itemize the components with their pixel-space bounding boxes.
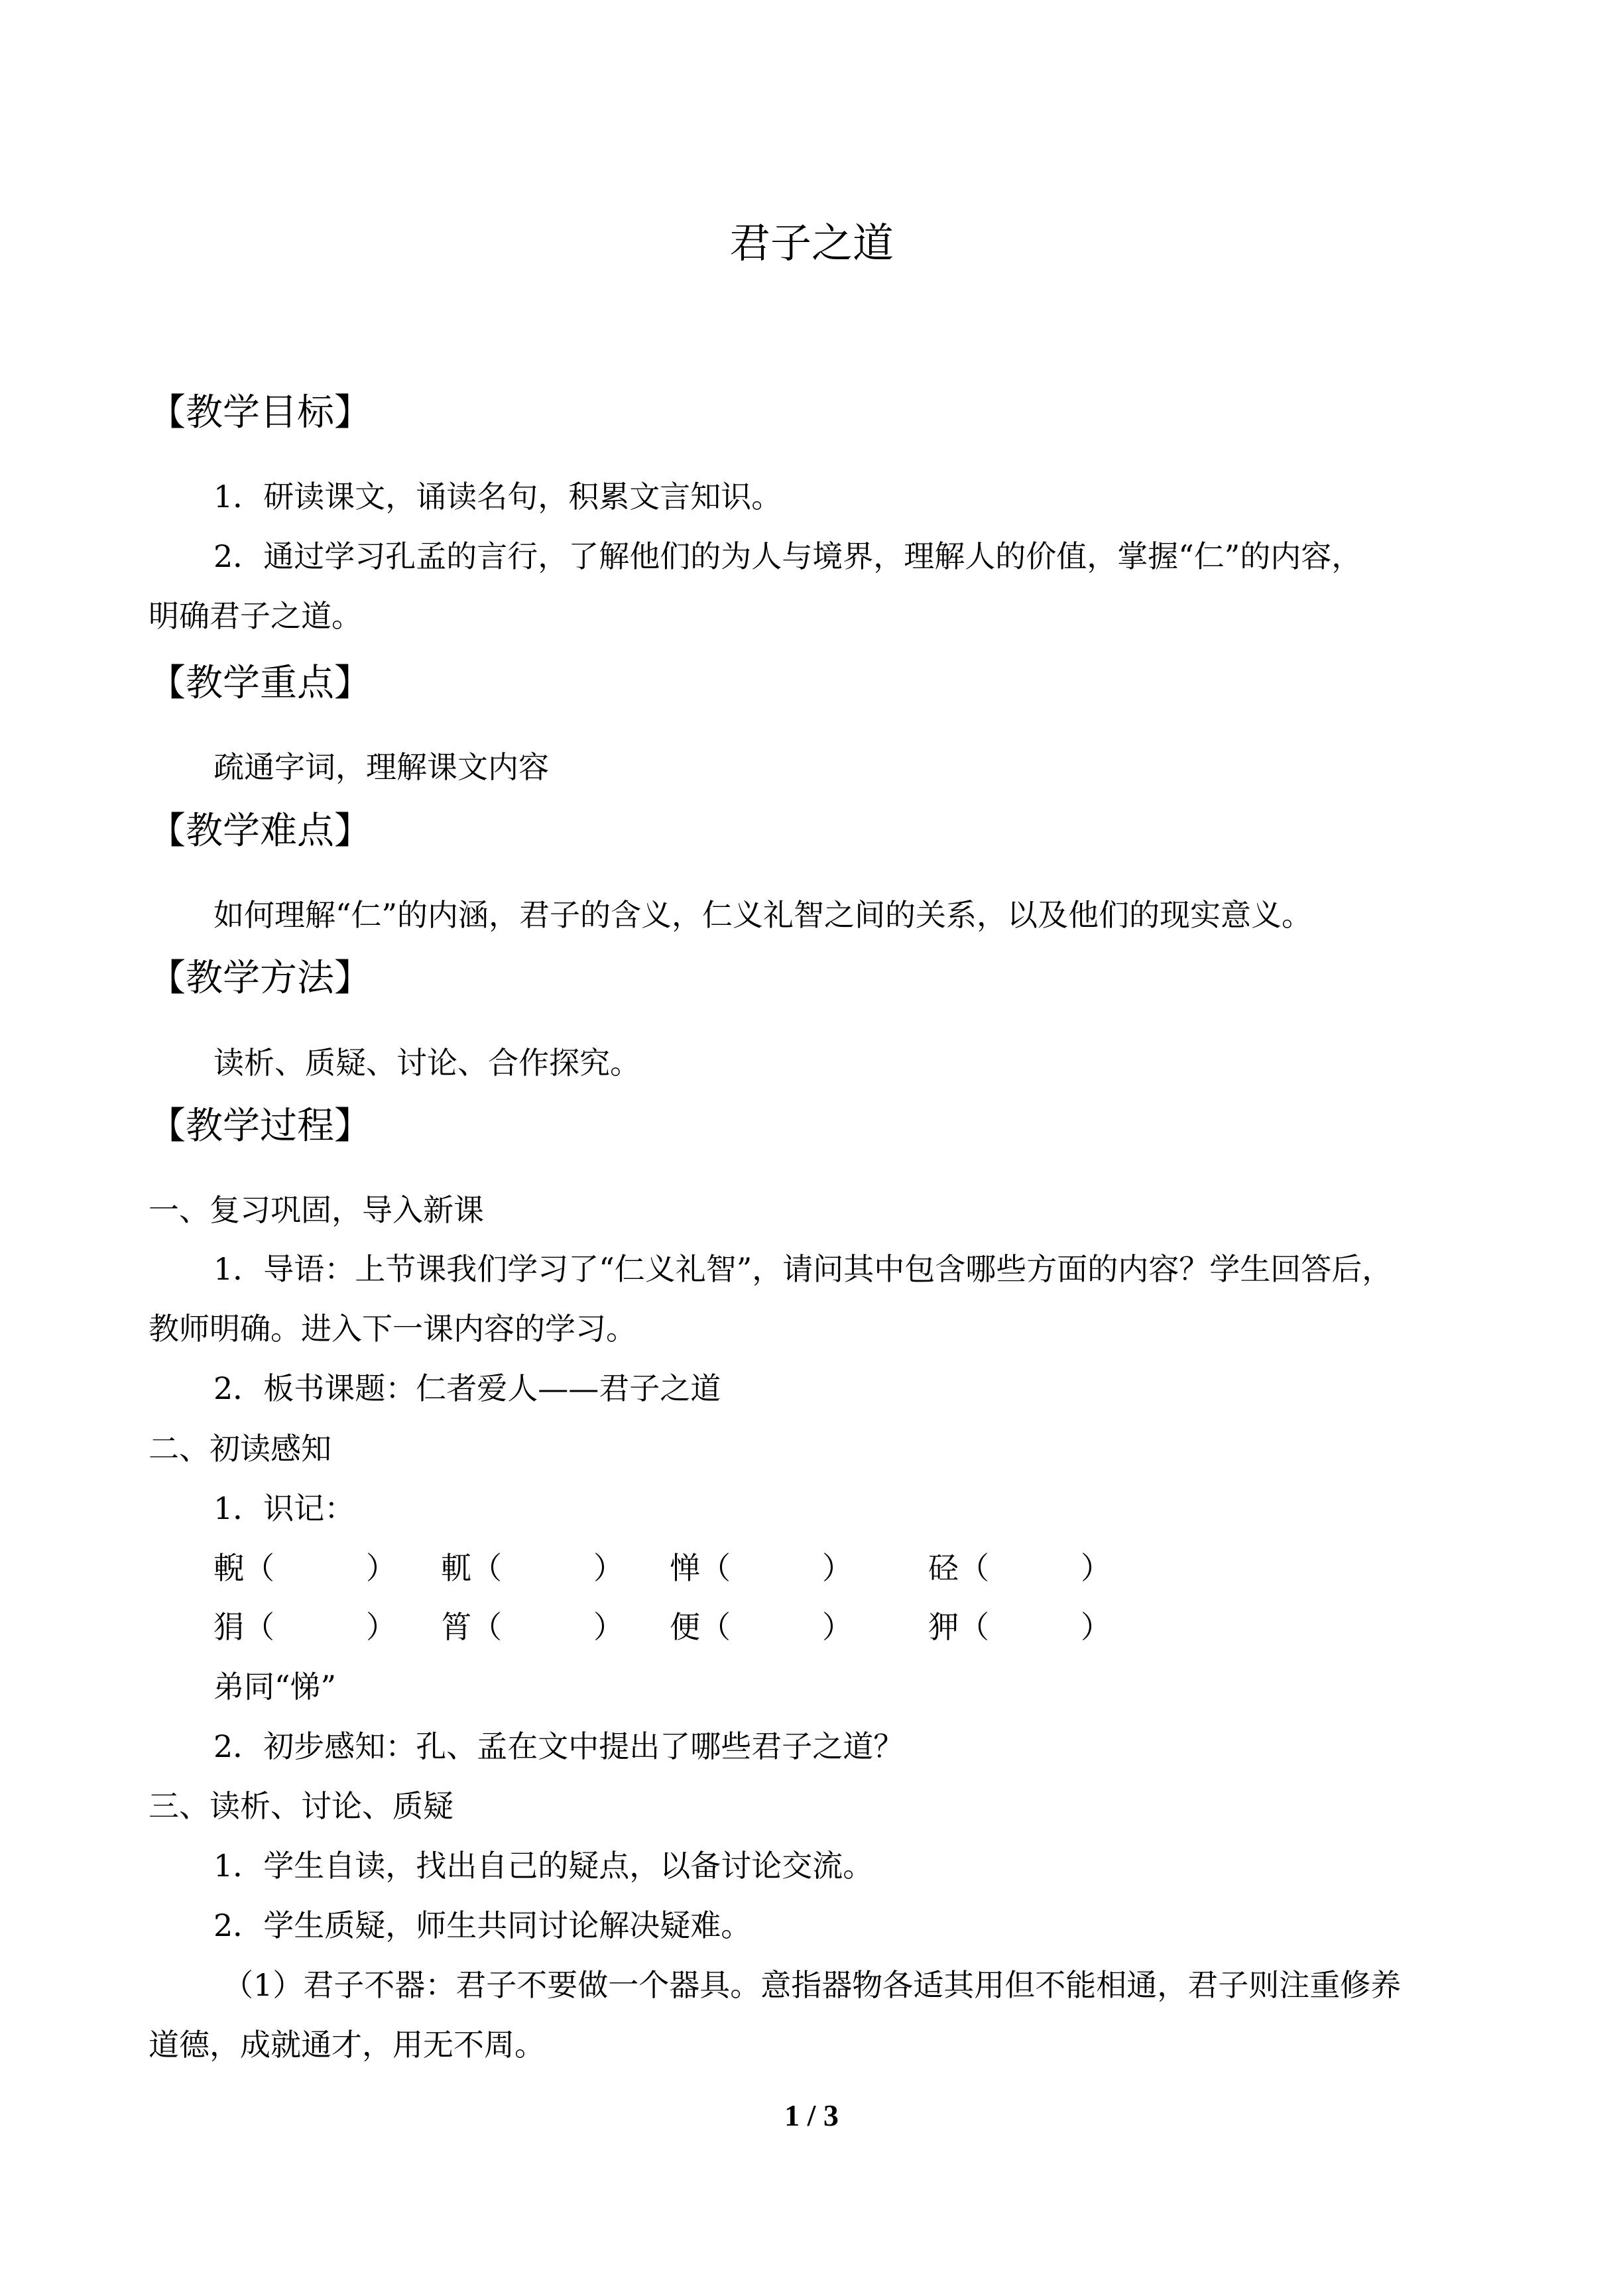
process-part-3-sub-1-line-2: 道德，成就通才，用无不周。 xyxy=(149,2027,545,2063)
key-points-text: 疏通字词，理解课文内容 xyxy=(213,749,549,785)
document-title: 君子之道 xyxy=(729,219,894,267)
vocab-item: 狷（ ） xyxy=(213,1609,396,1645)
page-number: 1 / 3 xyxy=(784,2098,839,2132)
methods-text: 读析、质疑、讨论、合作探究。 xyxy=(213,1045,640,1081)
objective-item-2-line-1: 2．通过学习孔孟的言行，了解他们的为人与境界，理解人的价值，掌握“仁”的内容， xyxy=(213,538,1362,574)
process-part-1-item-1-line-2: 教师明确。进入下一课内容的学习。 xyxy=(149,1311,636,1347)
process-part-2-title: 二、初读感知 xyxy=(149,1431,331,1467)
vocab-item: 硁（ ） xyxy=(928,1550,1111,1586)
process-part-1-item-1-line-1: 1．导语：上节课我们学习了“仁义礼智”，请问其中包含哪些方面的内容？学生回答后， xyxy=(213,1251,1393,1287)
vocab-item: 筲（ ） xyxy=(441,1609,624,1645)
process-part-2-item-1: 1．识记： xyxy=(213,1490,355,1526)
difficulties-text: 如何理解“仁”的内涵，君子的含义，仁义礼智之间的关系，以及他们的现实意义。 xyxy=(213,897,1313,933)
vocab-item: 便（ ） xyxy=(670,1609,853,1645)
vocab-note: 弟同“悌” xyxy=(213,1669,337,1705)
objective-item-2-line-2: 明确君子之道。 xyxy=(149,598,362,634)
section-heading-difficulties: 【教学难点】 xyxy=(149,810,371,853)
vocab-item: 軏（ ） xyxy=(441,1550,624,1586)
vocab-item: 輗（ ） xyxy=(213,1550,396,1586)
section-heading-process: 【教学过程】 xyxy=(149,1105,371,1148)
section-heading-methods: 【教学方法】 xyxy=(149,957,371,1000)
objective-item-1: 1．研读课文，诵读名句，积累文言知识。 xyxy=(213,479,782,514)
process-part-1-title: 一、复习巩固，导入新课 xyxy=(149,1192,484,1228)
process-part-2-item-2: 2．初步感知：孔、孟在文中提出了哪些君子之道？ xyxy=(213,1728,904,1764)
vocab-item: 惮（ ） xyxy=(670,1550,853,1586)
process-part-3-item-1: 1．学生自读，找出自己的疑点，以备讨论交流。 xyxy=(213,1848,874,1884)
section-heading-key-points: 【教学重点】 xyxy=(149,662,371,705)
vocab-item: 狎（ ） xyxy=(928,1609,1111,1645)
process-part-3-title: 三、读析、讨论、质疑 xyxy=(149,1788,453,1824)
process-part-1-item-2: 2．板书课题：仁者爱人——君子之道 xyxy=(213,1370,721,1406)
process-part-3-item-2: 2．学生质疑，师生共同讨论解决疑难。 xyxy=(213,1907,752,1943)
section-heading-objectives: 【教学目标】 xyxy=(149,391,371,434)
process-part-3-sub-1-line-1: （1）君子不器：君子不要做一个器具。意指器物各适其用但不能相通，君子则注重修养 xyxy=(223,1967,1402,2003)
